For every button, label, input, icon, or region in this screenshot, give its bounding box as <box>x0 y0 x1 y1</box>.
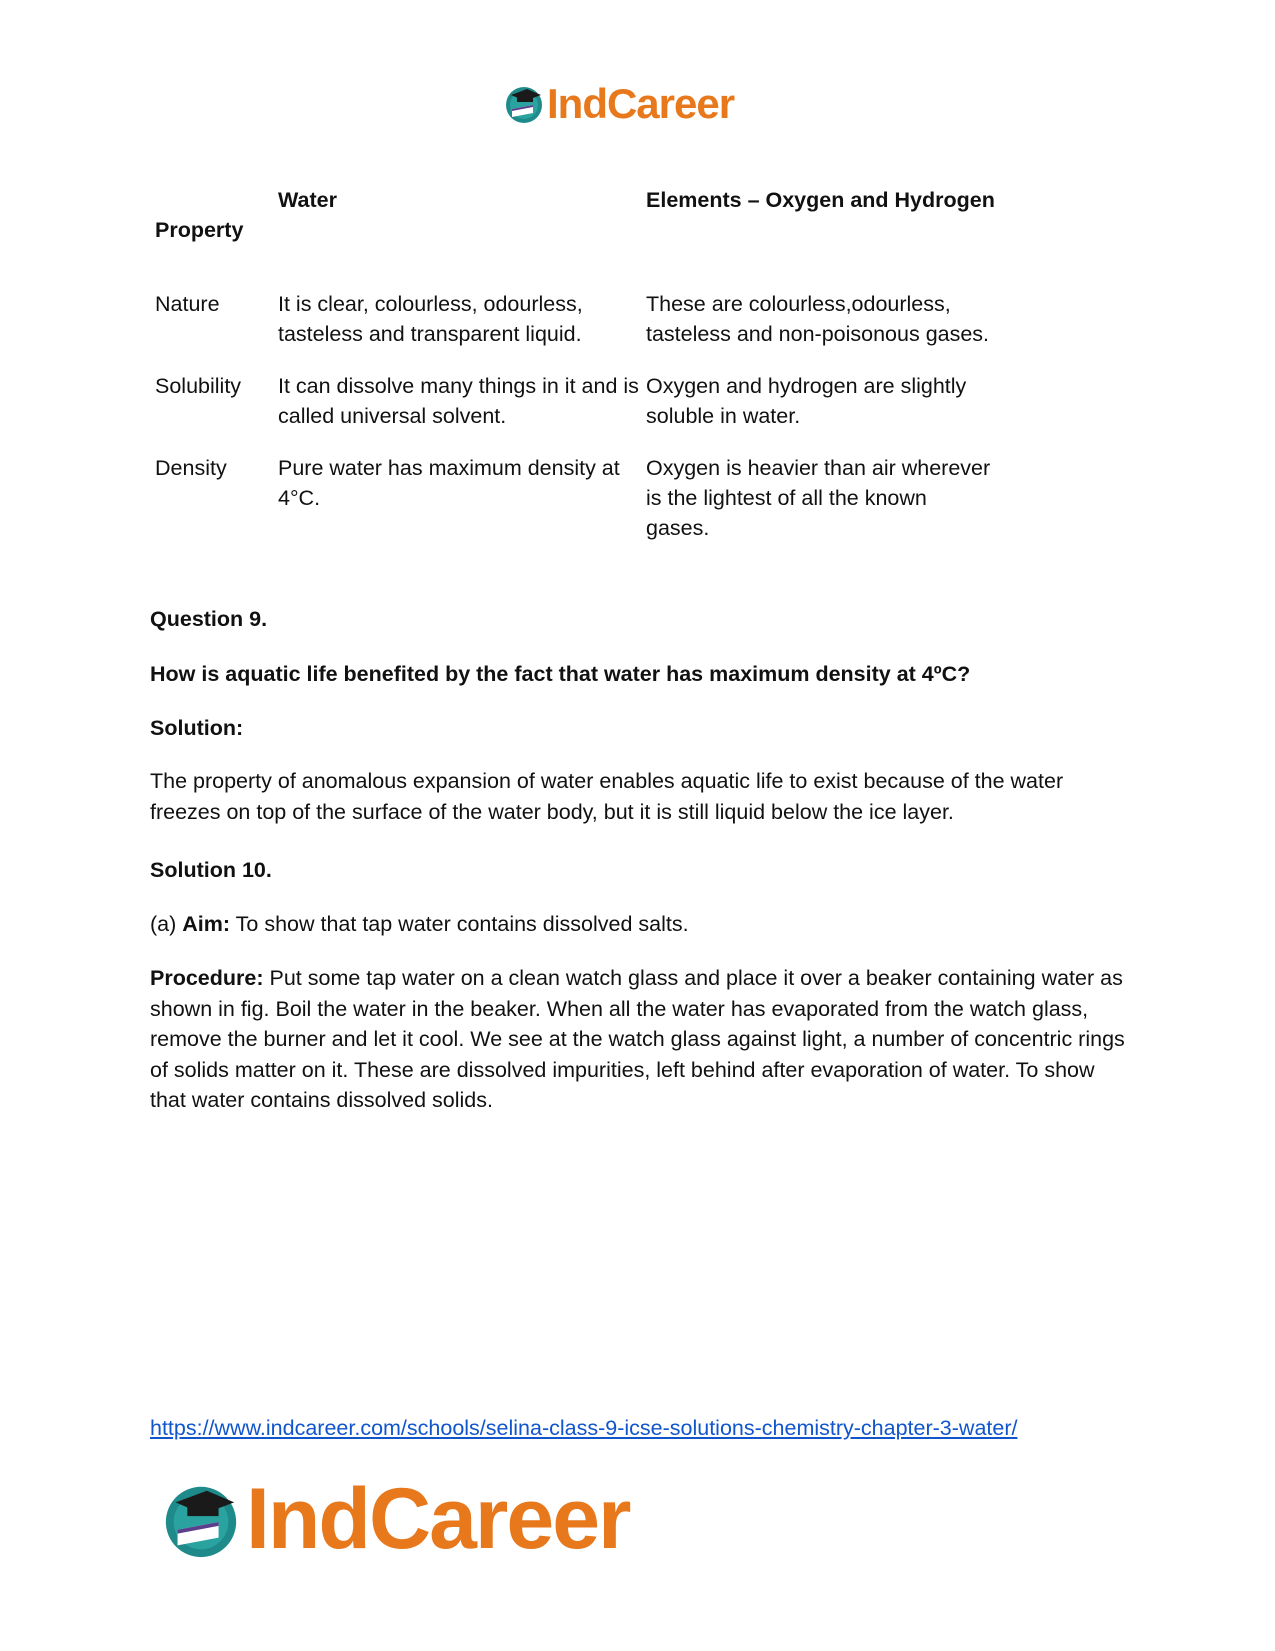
footer-logo <box>160 1470 630 1569</box>
question-9-answer: The property of anomalous expansion of water enables aquatic life to exist because of the water freezes on top of the surface of the water body, but it is still liquid below the ice layer. <box>150 769 1064 824</box>
row-water: It can dissolve many things in it and is called universal solvent. <box>278 374 639 428</box>
procedure-paragraph <box>150 963 1130 1116</box>
row-elements: These are colourless,odourless, tasteless and non-poisonous gases. <box>646 292 990 346</box>
row-water: It is clear, colourless, odourless, tasteless and transparent liquid. <box>278 292 583 346</box>
property-table <box>155 185 996 565</box>
logo-text: IndCareer <box>246 1471 630 1567</box>
solution-label: Solution: <box>150 716 244 740</box>
row-elements: Oxygen is heavier than air wherever is the lightest of all the known gases. <box>646 456 991 540</box>
question-9-text: How is aquatic life benefited by the fact that water has maximum density at 4ºC? <box>150 662 971 686</box>
row-property: Nature <box>155 292 220 316</box>
header-logo <box>503 80 734 128</box>
aim-paragraph <box>150 909 1130 940</box>
header-water: Water <box>278 188 337 212</box>
solution-10-title: Solution 10. <box>150 858 272 882</box>
row-property: Solubility <box>155 374 242 398</box>
aim-text: To show that tap water contains dissolved salts. <box>235 912 689 936</box>
part-prefix: (a) <box>150 912 177 936</box>
row-property: Density <box>155 456 227 480</box>
graduation-cap-icon <box>160 1479 242 1561</box>
logo-text: IndCareer <box>547 80 735 127</box>
row-elements: Oxygen and hydrogen are slightly soluble in water. <box>646 374 967 428</box>
source-link[interactable]: https://www.indcareer.com/schools/selina-class-9-icse-solutions-chemistry-chapter-3-water/ <box>150 1416 1018 1440</box>
graduation-cap-icon <box>503 83 545 125</box>
table-row <box>155 371 996 453</box>
procedure-label: Procedure: <box>150 966 264 990</box>
table-row <box>155 289 996 371</box>
question-9-title: Question 9. <box>150 607 268 631</box>
header-property: Property <box>155 218 244 242</box>
procedure-text: Put some tap water on a clean watch glass and place it over a beaker containing water as shown in fig. Boil the water in the beaker. When all the water has evaporated from the watch glass, remove the burner and let it cool. We see at the watch glass against light, a number of concentric rings of solids matter on it. These are dissolved impurities, left behind after evaporation of water. To show that water contains dissolved solids. <box>150 966 1125 1112</box>
aim-label: Aim: <box>182 912 231 936</box>
table-header-row <box>155 185 996 289</box>
row-water: Pure water has maximum density at 4°C. <box>278 456 620 510</box>
header-elements: Elements – Oxygen and Hydrogen <box>646 188 995 212</box>
table-row <box>155 453 996 565</box>
